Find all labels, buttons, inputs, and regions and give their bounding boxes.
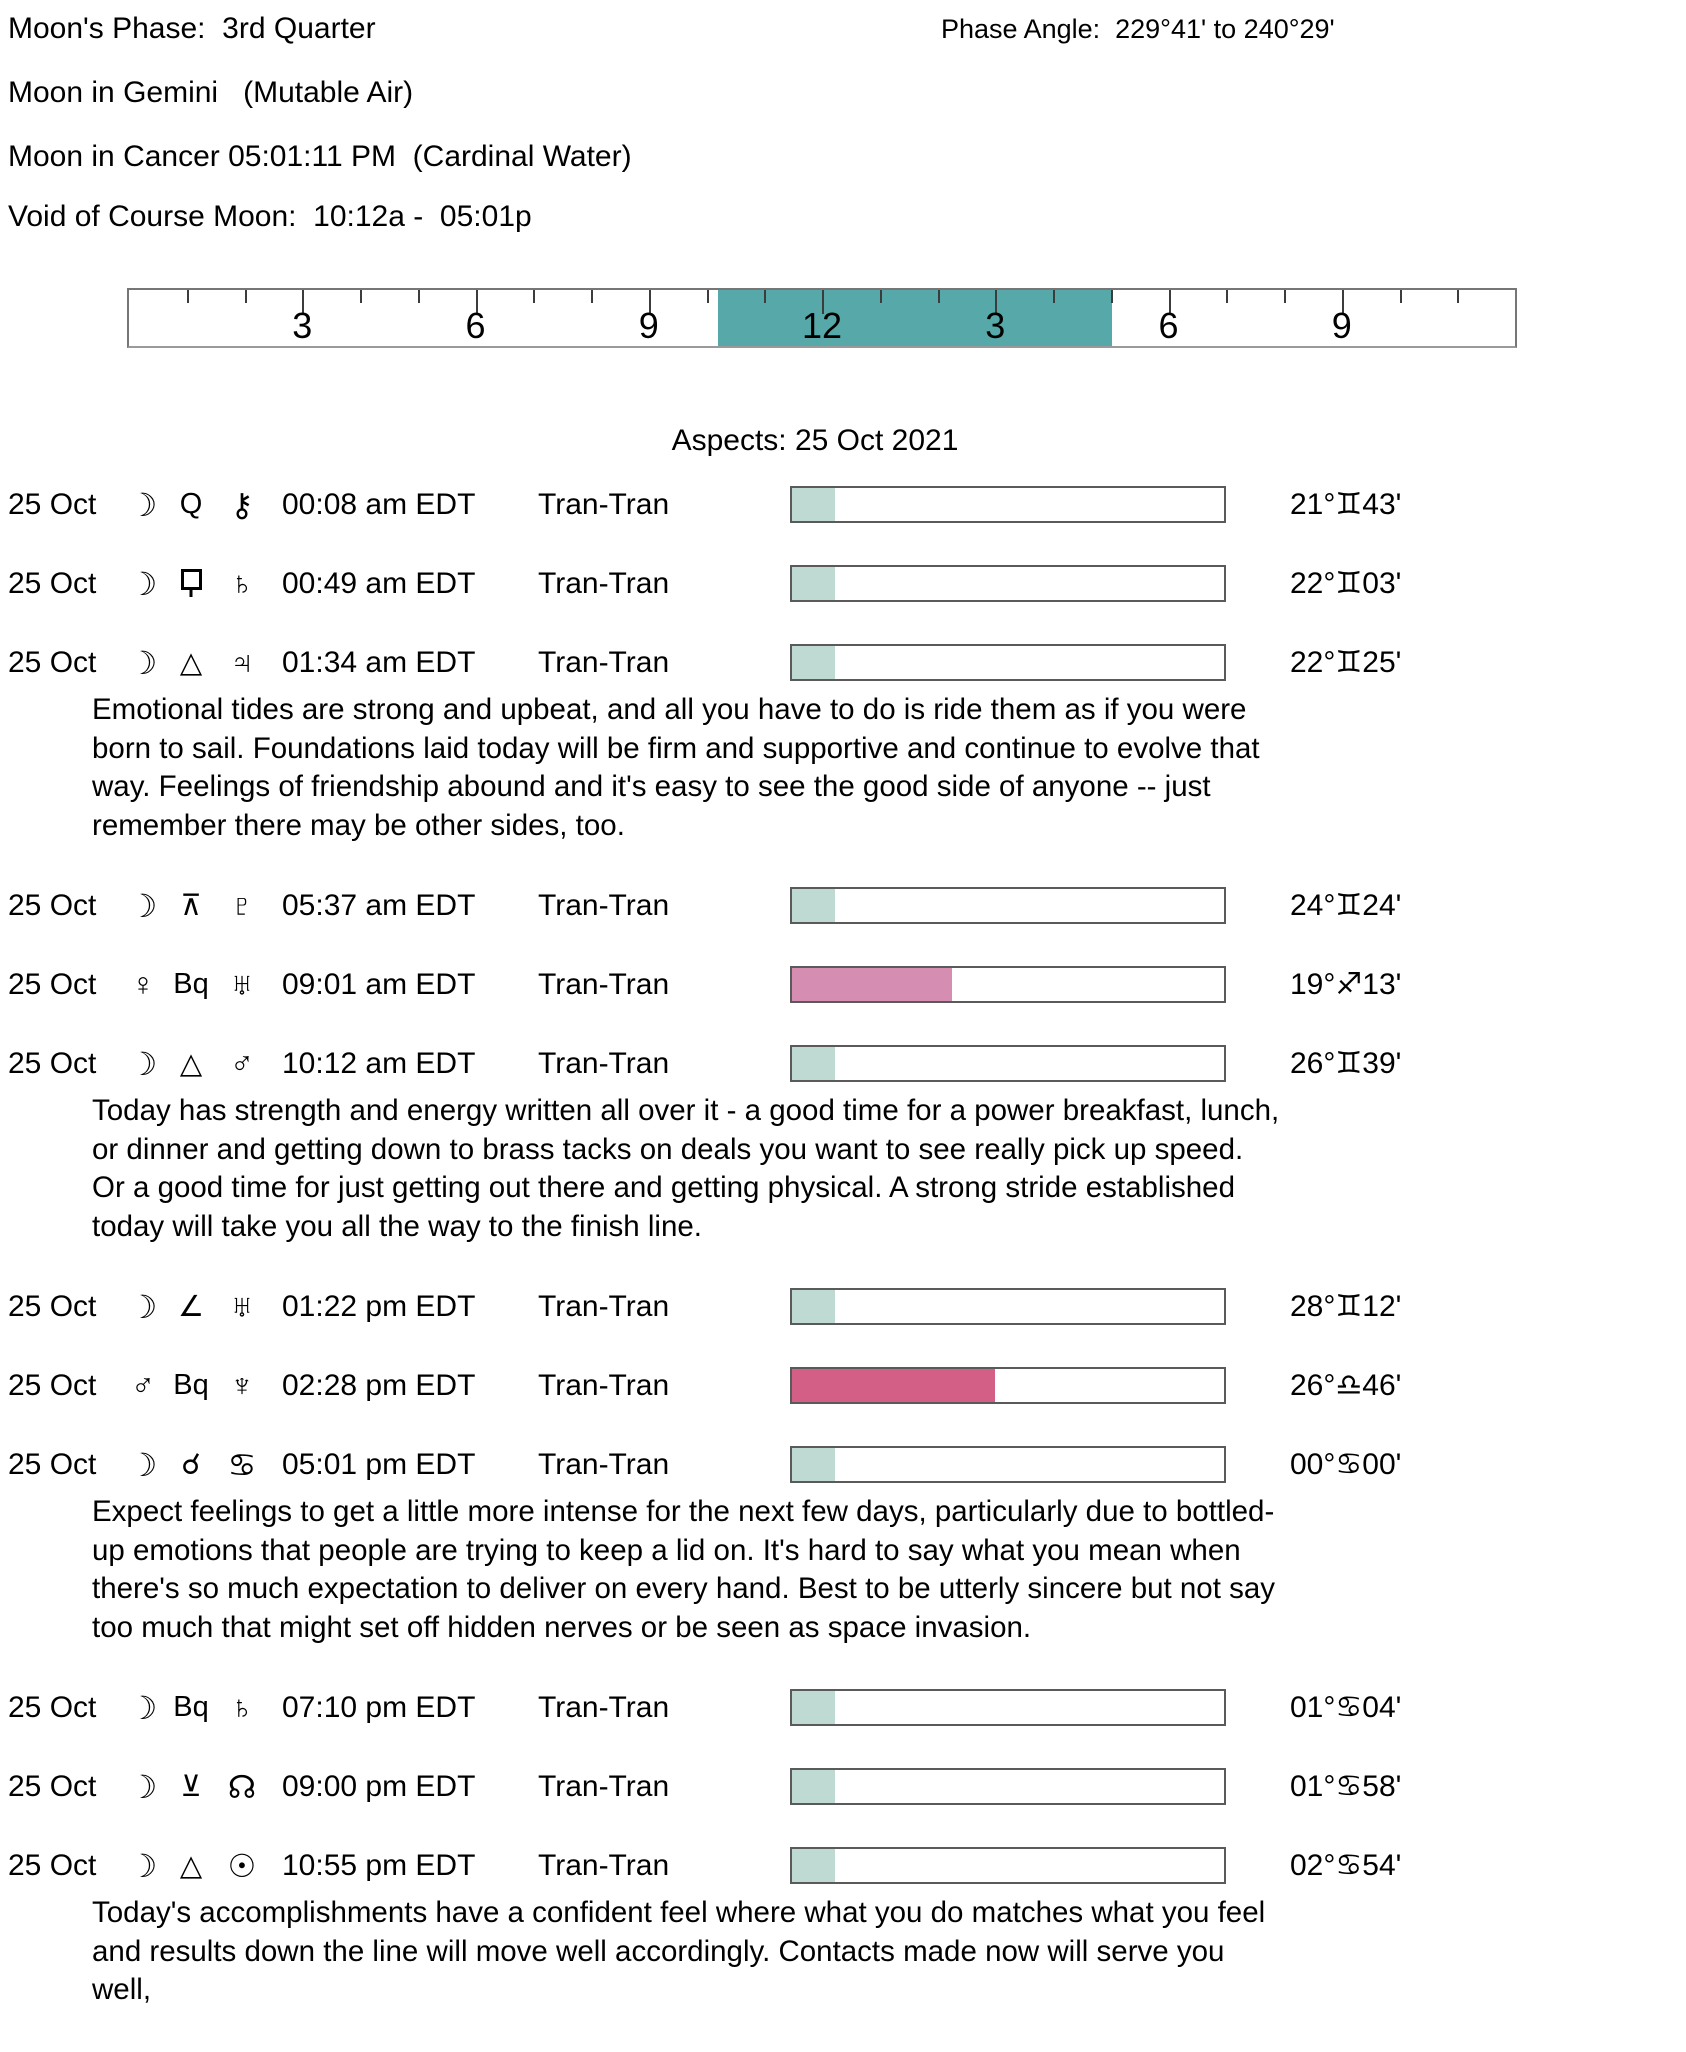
aspect-entry bbox=[0, 1847, 1686, 2010]
aspect-position: 19°♐13' bbox=[1290, 968, 1402, 1001]
aspect-row bbox=[0, 1288, 1686, 1325]
hour-tick bbox=[1400, 290, 1402, 303]
moon-icon: ☽ bbox=[128, 1689, 158, 1726]
trine-icon: △ bbox=[179, 1850, 203, 1882]
aspect-position: 21°♊43' bbox=[1290, 488, 1402, 521]
aspect-row bbox=[0, 1045, 1686, 1082]
hour-tick bbox=[764, 290, 766, 303]
aspect-time: 05:01 pm EDT bbox=[282, 1447, 476, 1481]
biquintile-icon: Bq bbox=[173, 968, 209, 1000]
jupiter-icon: ♃ bbox=[230, 644, 254, 680]
orb-bar bbox=[790, 1367, 1226, 1404]
hour-tick bbox=[187, 290, 189, 303]
aspect-note: Today's accomplishments have a confident feel where what you do matches what you feel and results down the line will move well accordingly. Contacts made now will serve you well, bbox=[92, 1896, 1266, 2006]
orb-bar bbox=[790, 887, 1226, 924]
aspect-date: 25 Oct bbox=[8, 645, 97, 679]
conjunction-icon: ☌ bbox=[181, 1449, 201, 1481]
moon-phase-text: Moon's Phase: 3rd Quarter bbox=[8, 12, 376, 45]
semisextile-icon: ⊻ bbox=[180, 1771, 202, 1803]
mars-icon: ♂ bbox=[131, 1367, 155, 1403]
aspect-type: Tran-Tran bbox=[538, 487, 670, 521]
orb-bar-fill bbox=[792, 968, 952, 1001]
hour-tick bbox=[938, 290, 940, 303]
aspect-time: 00:08 am EDT bbox=[282, 487, 476, 521]
orb-bar-fill bbox=[792, 1369, 995, 1402]
aspect-position: 26°♊39' bbox=[1290, 1047, 1402, 1080]
aspect-date: 25 Oct bbox=[8, 1769, 97, 1803]
orb-bar bbox=[790, 1446, 1226, 1483]
aspect-position: 02°♋54' bbox=[1290, 1849, 1402, 1882]
aspect-row bbox=[0, 1367, 1686, 1404]
hour-tick bbox=[880, 290, 882, 303]
biquintile-icon: Bq bbox=[173, 1691, 209, 1723]
aspect-date: 25 Oct bbox=[8, 1447, 97, 1481]
moon-icon: ☽ bbox=[128, 1288, 158, 1325]
orb-bar-fill bbox=[792, 889, 835, 922]
void-of-course-label: Void of Course Moon: 10:12a - 05:01p bbox=[8, 200, 532, 233]
aspect-entry bbox=[0, 565, 1686, 602]
moon-icon: ☽ bbox=[128, 1847, 158, 1884]
ruler-hour-label: 3 bbox=[292, 305, 313, 346]
aspect-time: 01:22 pm EDT bbox=[282, 1289, 476, 1323]
aspect-type: Tran-Tran bbox=[538, 1046, 670, 1080]
hour-tick bbox=[707, 290, 709, 303]
moon-icon: ☽ bbox=[128, 1045, 158, 1082]
aspect-type: Tran-Tran bbox=[538, 566, 670, 600]
aspect-entry bbox=[0, 1689, 1686, 1726]
aspect-time: 00:49 am EDT bbox=[282, 566, 476, 600]
trine-icon: △ bbox=[179, 1048, 203, 1080]
aspect-row bbox=[0, 486, 1686, 523]
aspect-type: Tran-Tran bbox=[538, 967, 670, 1001]
aspect-entry bbox=[0, 644, 1686, 845]
saturn-icon: ♄ bbox=[230, 1689, 254, 1725]
orb-bar bbox=[790, 644, 1226, 681]
aspect-row bbox=[0, 887, 1686, 924]
aspect-position: 01°♋04' bbox=[1290, 1691, 1402, 1724]
orb-bar-fill bbox=[792, 1770, 835, 1803]
mars-icon: ♂ bbox=[230, 1045, 254, 1081]
hour-tick bbox=[1111, 290, 1113, 303]
aspect-note: Today has strength and energy written all over it - a good time for a power breakfast, lunch, or dinner and getting down to brass tacks on deals you want to see really pick up speed. Or a good time for just getting out there and getting physical. A strong stride established today will take you all the way to the finish line. bbox=[92, 1094, 1280, 1243]
ruler-hour-label: 3 bbox=[985, 305, 1006, 346]
moon-icon: ☽ bbox=[128, 1446, 158, 1483]
phase-angle-text: Phase Angle: 229°41' to 240°29' bbox=[941, 14, 1335, 44]
uranus-icon: ♅ bbox=[230, 966, 254, 1002]
ruler-hour-label: 6 bbox=[1158, 305, 1179, 346]
orb-bar bbox=[790, 1045, 1226, 1082]
aspect-entry bbox=[0, 1446, 1686, 1647]
aspect-note: Emotional tides are strong and upbeat, and all you have to do is ride them as if you were born to sail. Foundations laid today will be firm and supportive and continue to evolve that way. Feelings of friendship abound and it's easy to see the good side of anyone -- just remember there may be other sides, too. bbox=[92, 693, 1260, 842]
orb-bar-fill bbox=[792, 1691, 835, 1724]
ruler-hour-label: 6 bbox=[465, 305, 486, 346]
hour-tick bbox=[591, 290, 593, 303]
moon-sign-text: Moon in Gemini (Mutable Air) bbox=[8, 76, 414, 109]
orb-bar bbox=[790, 486, 1226, 523]
orb-bar bbox=[790, 1768, 1226, 1805]
aspect-time: 05:37 am EDT bbox=[282, 888, 476, 922]
hour-tick bbox=[1284, 290, 1286, 303]
aspect-date: 25 Oct bbox=[8, 1046, 97, 1080]
aspect-entry bbox=[0, 1768, 1686, 1805]
semisquare-icon: ∠ bbox=[178, 1291, 204, 1323]
aspect-time: 01:34 am EDT bbox=[282, 645, 476, 679]
aspect-entry bbox=[0, 887, 1686, 924]
aspect-position: 22°♊03' bbox=[1290, 567, 1402, 600]
hour-tick bbox=[1457, 290, 1459, 303]
aspect-entry bbox=[0, 1288, 1686, 1325]
voc-ruler bbox=[127, 288, 1517, 348]
aspect-row bbox=[0, 966, 1686, 1003]
orb-bar-fill bbox=[792, 1849, 835, 1882]
hour-tick bbox=[1226, 290, 1228, 303]
aspect-row bbox=[0, 1446, 1686, 1483]
aspect-position: 26°♎46' bbox=[1290, 1369, 1402, 1402]
aspect-type: Tran-Tran bbox=[538, 888, 670, 922]
orb-bar-fill bbox=[792, 488, 835, 521]
ruler-hour-label: 12 bbox=[801, 305, 843, 346]
aspect-date: 25 Oct bbox=[8, 1848, 97, 1882]
aspect-time: 02:28 pm EDT bbox=[282, 1368, 476, 1402]
aspect-date: 25 Oct bbox=[8, 1368, 97, 1402]
aspect-date: 25 Oct bbox=[8, 1289, 97, 1323]
orb-bar bbox=[790, 565, 1226, 602]
aspect-row bbox=[0, 1689, 1686, 1726]
cancer-icon: ♋ bbox=[227, 1446, 257, 1483]
aspect-time: 09:01 am EDT bbox=[282, 967, 476, 1001]
aspect-type: Tran-Tran bbox=[538, 1769, 670, 1803]
aspect-position: 28°♊12' bbox=[1290, 1290, 1402, 1323]
sesquiquadrate-icon bbox=[166, 567, 216, 600]
aspect-entry bbox=[0, 486, 1686, 523]
hour-tick bbox=[533, 290, 535, 303]
aspect-entry bbox=[0, 1045, 1686, 1246]
moon-icon: ☽ bbox=[128, 1768, 158, 1805]
aspect-note: Expect feelings to get a little more intense for the next few days, particularly due to bottled-up emotions that people are trying to keep a lid on. It's hard to say what you mean when there's so much expectation to deliver on every hand. Best to be utterly sincere but not say too much that might set off hidden nerves or be seen as space invasion. bbox=[92, 1495, 1276, 1644]
venus-icon: ♀ bbox=[131, 966, 155, 1002]
aspect-position: 00°♋00' bbox=[1290, 1448, 1402, 1481]
aspect-row bbox=[0, 644, 1686, 681]
moon-ingress-text: Moon in Cancer 05:01:11 PM (Cardinal Water) bbox=[8, 140, 632, 173]
moon-icon: ☽ bbox=[128, 644, 158, 681]
aspect-entry bbox=[0, 1367, 1686, 1404]
aspects-list bbox=[0, 486, 1686, 2052]
aspect-date: 25 Oct bbox=[8, 566, 97, 600]
biquintile-icon: Bq bbox=[173, 1369, 209, 1401]
hour-tick bbox=[360, 290, 362, 303]
aspect-row bbox=[0, 1847, 1686, 1884]
trine-icon: △ bbox=[179, 647, 203, 679]
orb-bar-fill bbox=[792, 567, 835, 600]
sesquiquadrate-icon bbox=[181, 569, 202, 590]
aspect-time: 07:10 pm EDT bbox=[282, 1690, 476, 1724]
aspects-title: Aspects: 25 Oct 2021 bbox=[671, 424, 959, 457]
orb-bar-fill bbox=[792, 1448, 835, 1481]
aspect-row bbox=[0, 1768, 1686, 1805]
orb-bar bbox=[790, 1847, 1226, 1884]
aspect-type: Tran-Tran bbox=[538, 1447, 670, 1481]
aspect-time: 10:55 pm EDT bbox=[282, 1848, 476, 1882]
neptune-icon: ♆ bbox=[230, 1367, 254, 1403]
orb-bar bbox=[790, 966, 1226, 1003]
aspect-date: 25 Oct bbox=[8, 967, 97, 1001]
chiron-icon: ⚷ bbox=[230, 486, 254, 523]
quintile-icon: Q bbox=[179, 488, 203, 520]
aspect-time: 09:00 pm EDT bbox=[282, 1769, 476, 1803]
orb-bar-fill bbox=[792, 1047, 835, 1080]
aspect-type: Tran-Tran bbox=[538, 1690, 670, 1724]
moon-icon: ☽ bbox=[128, 887, 158, 924]
aspect-time: 10:12 am EDT bbox=[282, 1046, 476, 1080]
north-node-icon: ☊ bbox=[227, 1768, 257, 1805]
moon-icon: ☽ bbox=[128, 486, 158, 523]
hour-tick bbox=[418, 290, 420, 303]
aspect-date: 25 Oct bbox=[8, 888, 97, 922]
hour-tick bbox=[245, 290, 247, 303]
uranus-icon: ♅ bbox=[230, 1288, 254, 1324]
aspect-type: Tran-Tran bbox=[538, 645, 670, 679]
aspect-date: 25 Oct bbox=[8, 487, 97, 521]
hour-tick bbox=[1053, 290, 1055, 303]
aspect-date: 25 Oct bbox=[8, 1690, 97, 1724]
aspect-entry bbox=[0, 966, 1686, 1003]
aspect-row bbox=[0, 565, 1686, 602]
moon-icon: ☽ bbox=[128, 565, 158, 602]
ruler-hour-label: 9 bbox=[638, 305, 659, 346]
quincunx-icon: ⊼ bbox=[180, 890, 202, 922]
aspect-position: 01°♋58' bbox=[1290, 1770, 1402, 1803]
aspect-type: Tran-Tran bbox=[538, 1289, 670, 1323]
aspect-position: 22°♊25' bbox=[1290, 646, 1402, 679]
orb-bar-fill bbox=[792, 646, 835, 679]
aspect-position: 24°♊24' bbox=[1290, 889, 1402, 922]
aspect-type: Tran-Tran bbox=[538, 1848, 670, 1882]
orb-bar bbox=[790, 1689, 1226, 1726]
orb-bar bbox=[790, 1288, 1226, 1325]
sun-icon: ☉ bbox=[227, 1847, 257, 1884]
orb-bar-fill bbox=[792, 1290, 835, 1323]
pluto-icon: ♇ bbox=[230, 887, 254, 923]
aspect-type: Tran-Tran bbox=[538, 1368, 670, 1402]
saturn-icon: ♄ bbox=[230, 565, 254, 601]
ruler-hour-label: 9 bbox=[1331, 305, 1352, 346]
